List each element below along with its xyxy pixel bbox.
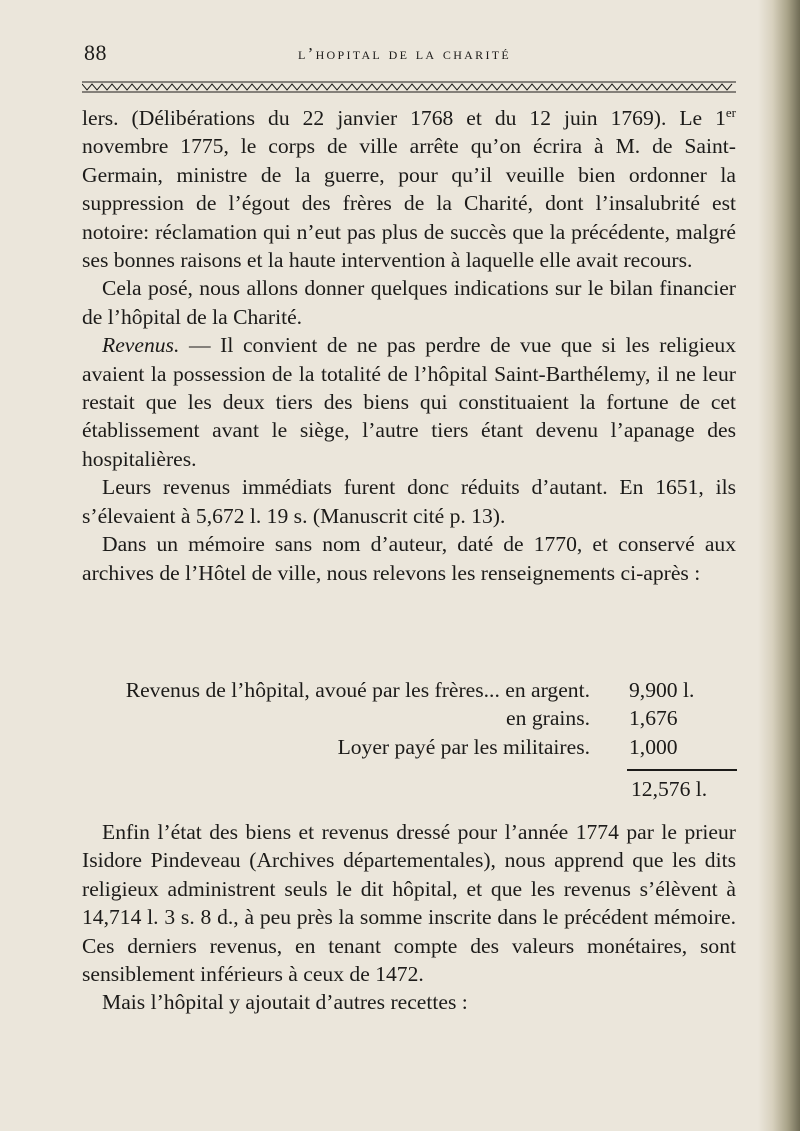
paragraph-3-text: — Il convient de ne pas perdre de vue que si les religieux avaient la possession de la totalité de l’hôpital Saint-Barthélemy, il ne leur restait que les deux tiers des biens qui constituaient la fortune de cet établissement avant le siège, l’autre tiers étant devenu l’apanage des hospitalières.	[82, 333, 736, 471]
paragraph-1	[82, 104, 736, 274]
paragraph-7: Mais l’hôpital y ajoutait d’autres recettes :	[102, 990, 468, 1015]
main-text-continued	[82, 818, 736, 1017]
ledger-label: Loyer payé par les militaires.	[337, 734, 590, 759]
sum-rule	[627, 769, 737, 771]
ledger-total: 12,576 l.	[631, 777, 708, 801]
ordinal-superscript: er	[725, 105, 736, 120]
ledger-row	[120, 676, 740, 704]
paragraph-1-text-b: novembre 1775, le corps de ville arrête qu’on écrira à M. de Saint-Germain, ministre de la guerre, pour qu’il veuille bien ordonner la suppression de l’égout des frères de la Charité, dont l’insalubrité est notoire: réclamation qui n’eut pas plus de succès que la précédente, malgré ses bonnes raisons et la haute intervention à laquelle elle avait recours.	[82, 134, 736, 273]
paragraph-5: Dans un mémoire sans nom d’auteur, daté de 1770, et conservé aux archives de l’Hôtel de ville, nous relevons les renseignements ci-après :	[82, 532, 736, 585]
paragraph-2: Cela posé, nous allons donner quelques indications sur le bilan financier de l’hôpital de la Charité.	[82, 276, 736, 329]
paragraph-1-text-a: lers. (Délibérations du 22 janvier 1768 et du 12 juin 1769). Le 1	[82, 106, 726, 130]
main-text	[82, 104, 736, 587]
page-number: 88	[84, 40, 107, 65]
running-header	[0, 40, 800, 70]
ledger-row	[120, 704, 740, 732]
ledger-amount: 1,000	[629, 734, 678, 759]
paragraph-3	[82, 331, 736, 473]
ornamental-rule	[82, 80, 736, 94]
ledger-label: Revenus de l’hôpital, avoué par les frères... en argent.	[125, 678, 590, 702]
ledger-row	[120, 733, 740, 761]
section-runin-heading: Revenus.	[102, 333, 180, 358]
running-title: l’hopital de la charité	[298, 44, 511, 63]
revenue-ledger	[120, 676, 740, 801]
paragraph-6: Enfin l’état des biens et revenus dressé pour l’année 1774 par le prieur Isidore Pindeveau (Archives départementales), nous apprend que les dits religieux administrent seuls le dit hôpital, et que les revenus s’élèvent à 14,714 l. 3 s. 8 d., à peu près la somme inscrite dans le précédent mémoire. Ces derniers revenus, en tenant compte des valeurs monétaires, sont sensiblement inférieurs à ceux de 1472.	[82, 820, 736, 987]
ledger-label: en grains.	[506, 706, 590, 731]
ledger-amount: 1,676	[629, 706, 678, 731]
ledger-amount: 9,900 l.	[629, 678, 695, 702]
paragraph-4: Leurs revenus immédiats furent donc réduits d’autant. En 1651, ils s’élevaient à 5,672 l. 19 s. (Manuscrit cité p. 13).	[82, 475, 736, 528]
